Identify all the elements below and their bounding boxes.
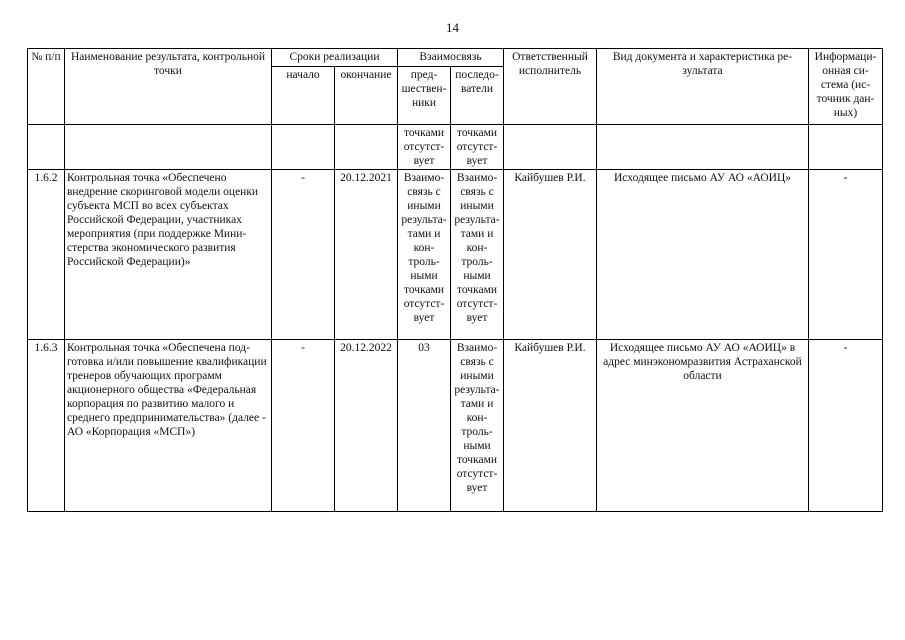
- cell-start: [272, 125, 335, 170]
- header-predecessors: предшественники: [398, 67, 451, 125]
- cell-start: -: [272, 340, 335, 512]
- header-name: Наименование результата, контрольной точки: [65, 49, 272, 125]
- cell-predecessors: 03: [398, 340, 451, 512]
- header-num: № п/п: [28, 49, 65, 125]
- cell-info-system: [809, 125, 883, 170]
- cell-predecessors: точками отсутствует: [398, 125, 451, 170]
- header-info-system: Информационная система (источник данных): [809, 49, 883, 125]
- cell-successors: Взаимосвязь с иными результатами и контрольными точками отсутствует: [451, 170, 504, 340]
- page-number: 14: [446, 20, 459, 35]
- cell-successors: точками отсутствует: [451, 125, 504, 170]
- cell-info-system: -: [809, 170, 883, 340]
- header-responsible: Ответственный исполнитель: [504, 49, 597, 125]
- table-row: [28, 170, 883, 340]
- header-end: окончание: [335, 67, 398, 125]
- table-row: [28, 125, 883, 170]
- cell-start: -: [272, 170, 335, 340]
- cell-info-system: -: [809, 340, 883, 512]
- header-start: начало: [272, 67, 335, 125]
- header-document: Вид документа и характеристика результата: [597, 49, 809, 125]
- cell-num: 1.6.2: [28, 170, 65, 340]
- cell-responsible: Кайбушев Р.И.: [504, 340, 597, 512]
- cell-end: [335, 125, 398, 170]
- header-successors: последователи: [451, 67, 504, 125]
- cell-document: Исходящее письмо АУ АО «АОИЦ»: [597, 170, 809, 340]
- plan-table: [27, 48, 883, 512]
- cell-document: [597, 125, 809, 170]
- cell-end: 20.12.2021: [335, 170, 398, 340]
- cell-name: Контрольная точка «Обеспечено внедрение скоринговой модели оценки субъекта МСП во всех субъектах Российской Федерации, участниках мероприятия (при поддержке Министерства экономического развития Российской Федерации)»: [65, 170, 272, 340]
- header-timing: Сроки реализации: [272, 49, 398, 67]
- cell-num: 1.6.3: [28, 340, 65, 512]
- table-row: [28, 340, 883, 512]
- cell-document: Исходящее письмо АУ АО «АОИЦ» в адрес минэкономразвития Астраханской области: [597, 340, 809, 512]
- cell-name: Контрольная точка «Обеспечена подготовка и/или повышение квалификации тренеров обучающих программ акционерного общества «Федеральная корпорация по развитию малого и среднего предпринимательства» (далее - АО «Корпорация «МСП»): [65, 340, 272, 512]
- cell-num: [28, 125, 65, 170]
- cell-responsible: Кайбушев Р.И.: [504, 170, 597, 340]
- cell-name: [65, 125, 272, 170]
- cell-end: 20.12.2022: [335, 340, 398, 512]
- cell-predecessors: Взаимосвязь с иными результатами и контрольными точками отсутствует: [398, 170, 451, 340]
- header-relation: Взаимосвязь: [398, 49, 504, 67]
- cell-successors: Взаимосвязь с иными результатами и контрольными точками отсутствует: [451, 340, 504, 512]
- cell-responsible: [504, 125, 597, 170]
